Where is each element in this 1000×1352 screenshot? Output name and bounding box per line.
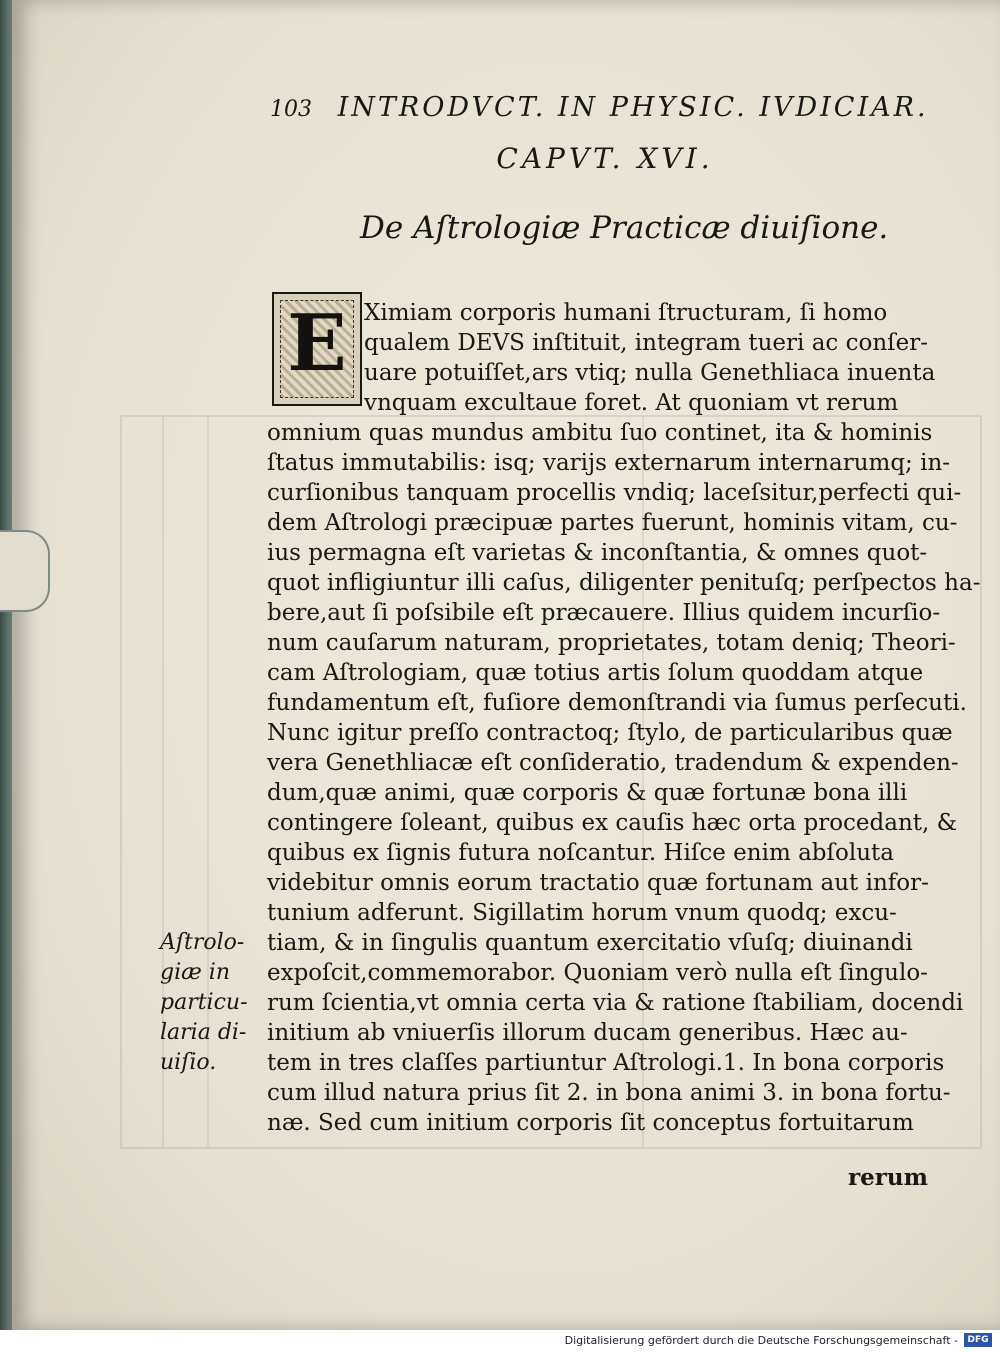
text-line: curſionibus tanquam procellis vndiq; laceſsitur,perfecti qui- — [267, 480, 962, 506]
chapter-title: De Aſtrologiæ Practicæ diuiſione. — [360, 210, 889, 246]
text-line: tem in tres claſſes partiuntur Aſtrologi.1. In bona corporis — [267, 1050, 945, 1076]
text-line: quibus ex ſignis futura noſcantur. Hiſce enim abſoluta — [267, 840, 894, 866]
text-line: qualem DEVS inſtituit, integram tueri ac conſer- — [364, 330, 929, 356]
text-line: ſtatus immutabilis: isq; varijs externarum internarumq; in- — [267, 450, 951, 476]
text-line: fundamentum eſt, fuſiore demonſtrandi via ſumus perſecuti. — [267, 690, 967, 716]
page-number: 103 — [270, 97, 312, 122]
text-line: Ximiam corporis humani ſtructuram, ſi homo — [364, 300, 888, 326]
text-line: bere,aut ſi poſsibile eſt præcauere. Illius quidem incurſio- — [267, 600, 941, 626]
running-head — [270, 92, 929, 123]
text-line: dum,quæ animi, quæ corporis & quæ fortunæ bona illi — [267, 780, 908, 806]
marginal-note — [160, 928, 260, 1078]
text-line: contingere ſoleant, quibus ex cauſis hæc orta procedant, & — [267, 810, 958, 836]
marginal-note-line: laria di- — [160, 1020, 247, 1045]
marginal-note-line: particu- — [160, 990, 248, 1015]
text-line: ius permagna eſt varietas & inconſtantia, & omnes quot- — [267, 540, 928, 566]
dfg-credit: Digitalisierung gefördert durch die Deutsche Forschungsgemeinschaft - — [564, 1334, 958, 1347]
marginal-note-line: giæ in — [160, 960, 230, 985]
initial-letter: E — [287, 298, 347, 389]
text-line: expoſcit,commemorabor. Quoniam verò nulla eſt ſingulo- — [267, 960, 928, 986]
dfg-logo-icon: DFG — [964, 1333, 992, 1347]
marginal-note-line: Aſtrolo- — [160, 930, 245, 955]
text-line: næ. Sed cum initium corporis ſit conceptus fortuitarum — [267, 1110, 914, 1136]
text-line: initium ab vniuerſis illorum ducam generibus. Hæc au- — [267, 1020, 908, 1046]
catchword: rerum — [848, 1164, 928, 1191]
text-line: dem Aſtrologi præcipuæ partes fuerunt, hominis vitam, cu- — [267, 510, 958, 536]
caput-heading: CAPVT. XVI. — [496, 142, 714, 175]
text-line: omnium quas mundus ambitu ſuo continet, ita & hominis — [267, 420, 933, 446]
text-line: tiam, & in ſingulis quantum exercitatio vſuſq; diuinandi — [267, 930, 913, 956]
text-line: Nunc igitur preſſo contractoq; ſtylo, de particularibus quæ — [267, 720, 953, 746]
text-line: vera Genethliacæ eſt conſideratio, tradendum & expenden- — [267, 750, 959, 776]
text-line: cam Aſtrologiam, quæ totius artis ſolum quoddam atque — [267, 660, 924, 686]
text-line: quot infligiuntur illi caſus, diligenter penituſq; perſpectos ha- — [267, 570, 981, 596]
running-head-title: INTRODVCT. IN PHYSIC. IVDICIAR. — [337, 92, 929, 123]
text-line: videbitur omnis eorum tractatio quæ fortunam aut infor- — [267, 870, 929, 896]
text-line: tunium adferunt. Sigillatim horum vnum quodq; excu- — [267, 900, 897, 926]
text-line: rum ſcientia,vt omnia certa via & ratione ſtabiliam, docendi — [267, 990, 964, 1016]
text-line: cum illud natura prius ſit 2. in bona animi 3. in bona fortu- — [267, 1080, 951, 1106]
decorated-initial — [272, 292, 362, 406]
marginal-note-line: uiſio. — [160, 1050, 217, 1075]
text-line: num cauſarum naturam, proprietates, totam deniq; Theori- — [267, 630, 956, 656]
text-line: uare potuiſſet,ars vtiq; nulla Genethliaca inuenta — [364, 360, 936, 386]
digitization-footer — [0, 1330, 1000, 1352]
text-line: vnquam excultaue foret. At quoniam vt rerum — [364, 390, 899, 416]
